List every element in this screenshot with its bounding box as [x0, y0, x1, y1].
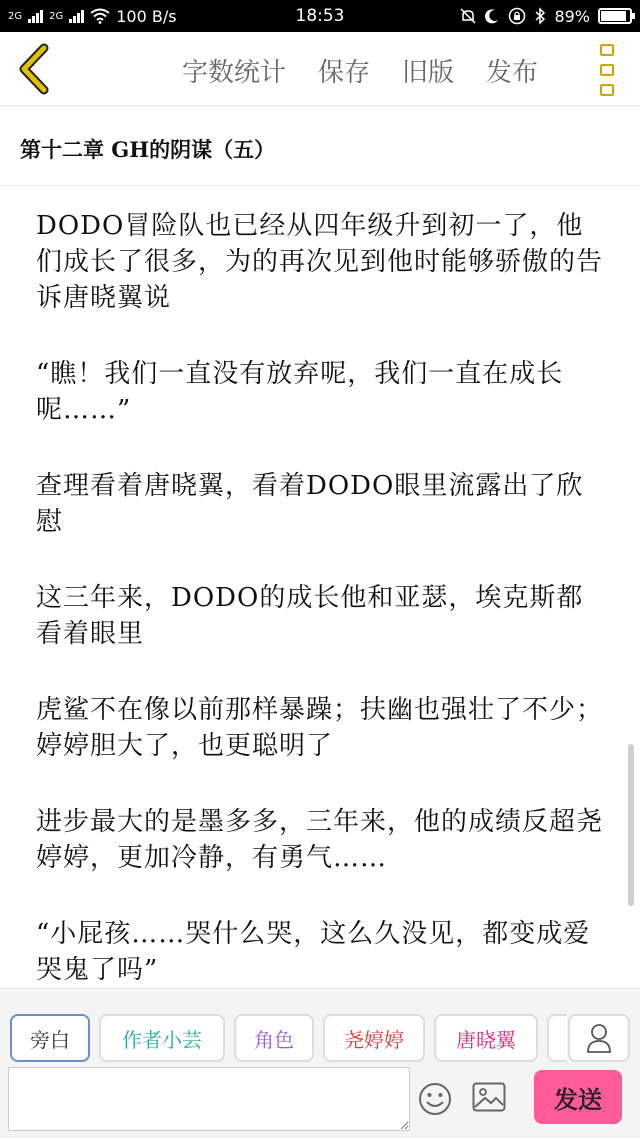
battery-level	[601, 11, 626, 21]
send-button[interactable]: 发送	[534, 1070, 622, 1124]
moon-icon	[484, 8, 500, 24]
input-bar	[0, 1064, 640, 1138]
paragraph[interactable]: “瞧！我们一直没有放弃呢，我们一直在成长呢……”	[36, 359, 564, 425]
role-tab-more[interactable]	[547, 1014, 567, 1062]
paragraph[interactable]: 这三年来，DODO的成长他和亚瑟，埃克斯都看着眼里	[36, 583, 584, 649]
chapter-title[interactable]: 第十二章 GH的阴谋（五）	[0, 106, 640, 186]
paragraph[interactable]: 虎鲨不在像以前那样暴躁；扶幽也强壮了不少；婷婷胆大了，也更聪明了	[36, 695, 604, 761]
emoji-icon[interactable]	[418, 1082, 452, 1116]
mute-icon	[460, 8, 476, 24]
battery-icon	[598, 8, 632, 24]
back-arrow-icon[interactable]	[14, 42, 54, 96]
paragraph[interactable]: “小屁孩……哭什么哭，这么久没见，都变成爱哭鬼了吗”	[36, 919, 591, 985]
role-tab-yao-tingting[interactable]: 尧婷婷	[323, 1014, 425, 1062]
bluetooth-icon	[534, 7, 546, 25]
paragraph[interactable]: 查理看着唐晓翼，看着DODO眼里流露出了欣慰	[36, 471, 584, 537]
role-tab-narration[interactable]: 旁白	[10, 1014, 90, 1062]
clock: 18:53	[295, 6, 345, 26]
signal-icon	[28, 9, 43, 23]
status-bar	[0, 0, 640, 32]
network-speed: 100 B/s	[116, 6, 177, 26]
wifi-icon	[90, 8, 110, 24]
battery-percent: 89%	[554, 6, 590, 26]
network-1-label: 2G	[8, 10, 23, 22]
scrollbar[interactable]	[628, 744, 634, 906]
lock-rotation-icon	[508, 7, 526, 25]
network-2-label: 2G	[49, 10, 64, 22]
word-count-button[interactable]: 字数统计	[182, 58, 287, 88]
publish-button[interactable]: 发布	[486, 58, 539, 88]
user-icon	[586, 1023, 612, 1053]
paragraph[interactable]: DODO冒险队也已经从四年级升到初一了，他们成长了很多，为的再次见到他时能够骄傲的告诉唐晓翼说	[36, 211, 604, 313]
role-tab-tang-xiaoyi[interactable]: 唐晓翼	[434, 1014, 538, 1062]
signal-2-icon	[69, 9, 84, 23]
more-menu-icon[interactable]	[600, 44, 614, 96]
image-icon[interactable]	[472, 1082, 506, 1112]
editor-toolbar	[0, 32, 640, 106]
save-button[interactable]: 保存	[318, 58, 371, 88]
role-selector	[0, 988, 640, 1064]
old-version-button[interactable]: 旧版	[402, 58, 455, 88]
paragraph[interactable]: 进步最大的是墨多多，三年来，他的成绩反超尧婷婷，更加冷静，有勇气……	[36, 807, 604, 873]
add-role-button[interactable]	[568, 1014, 630, 1062]
role-tab-author[interactable]: 作者小芸	[99, 1014, 225, 1062]
role-tab-character[interactable]: 角色	[234, 1014, 314, 1062]
message-input[interactable]	[8, 1067, 410, 1131]
chapter-content[interactable]	[0, 186, 640, 988]
